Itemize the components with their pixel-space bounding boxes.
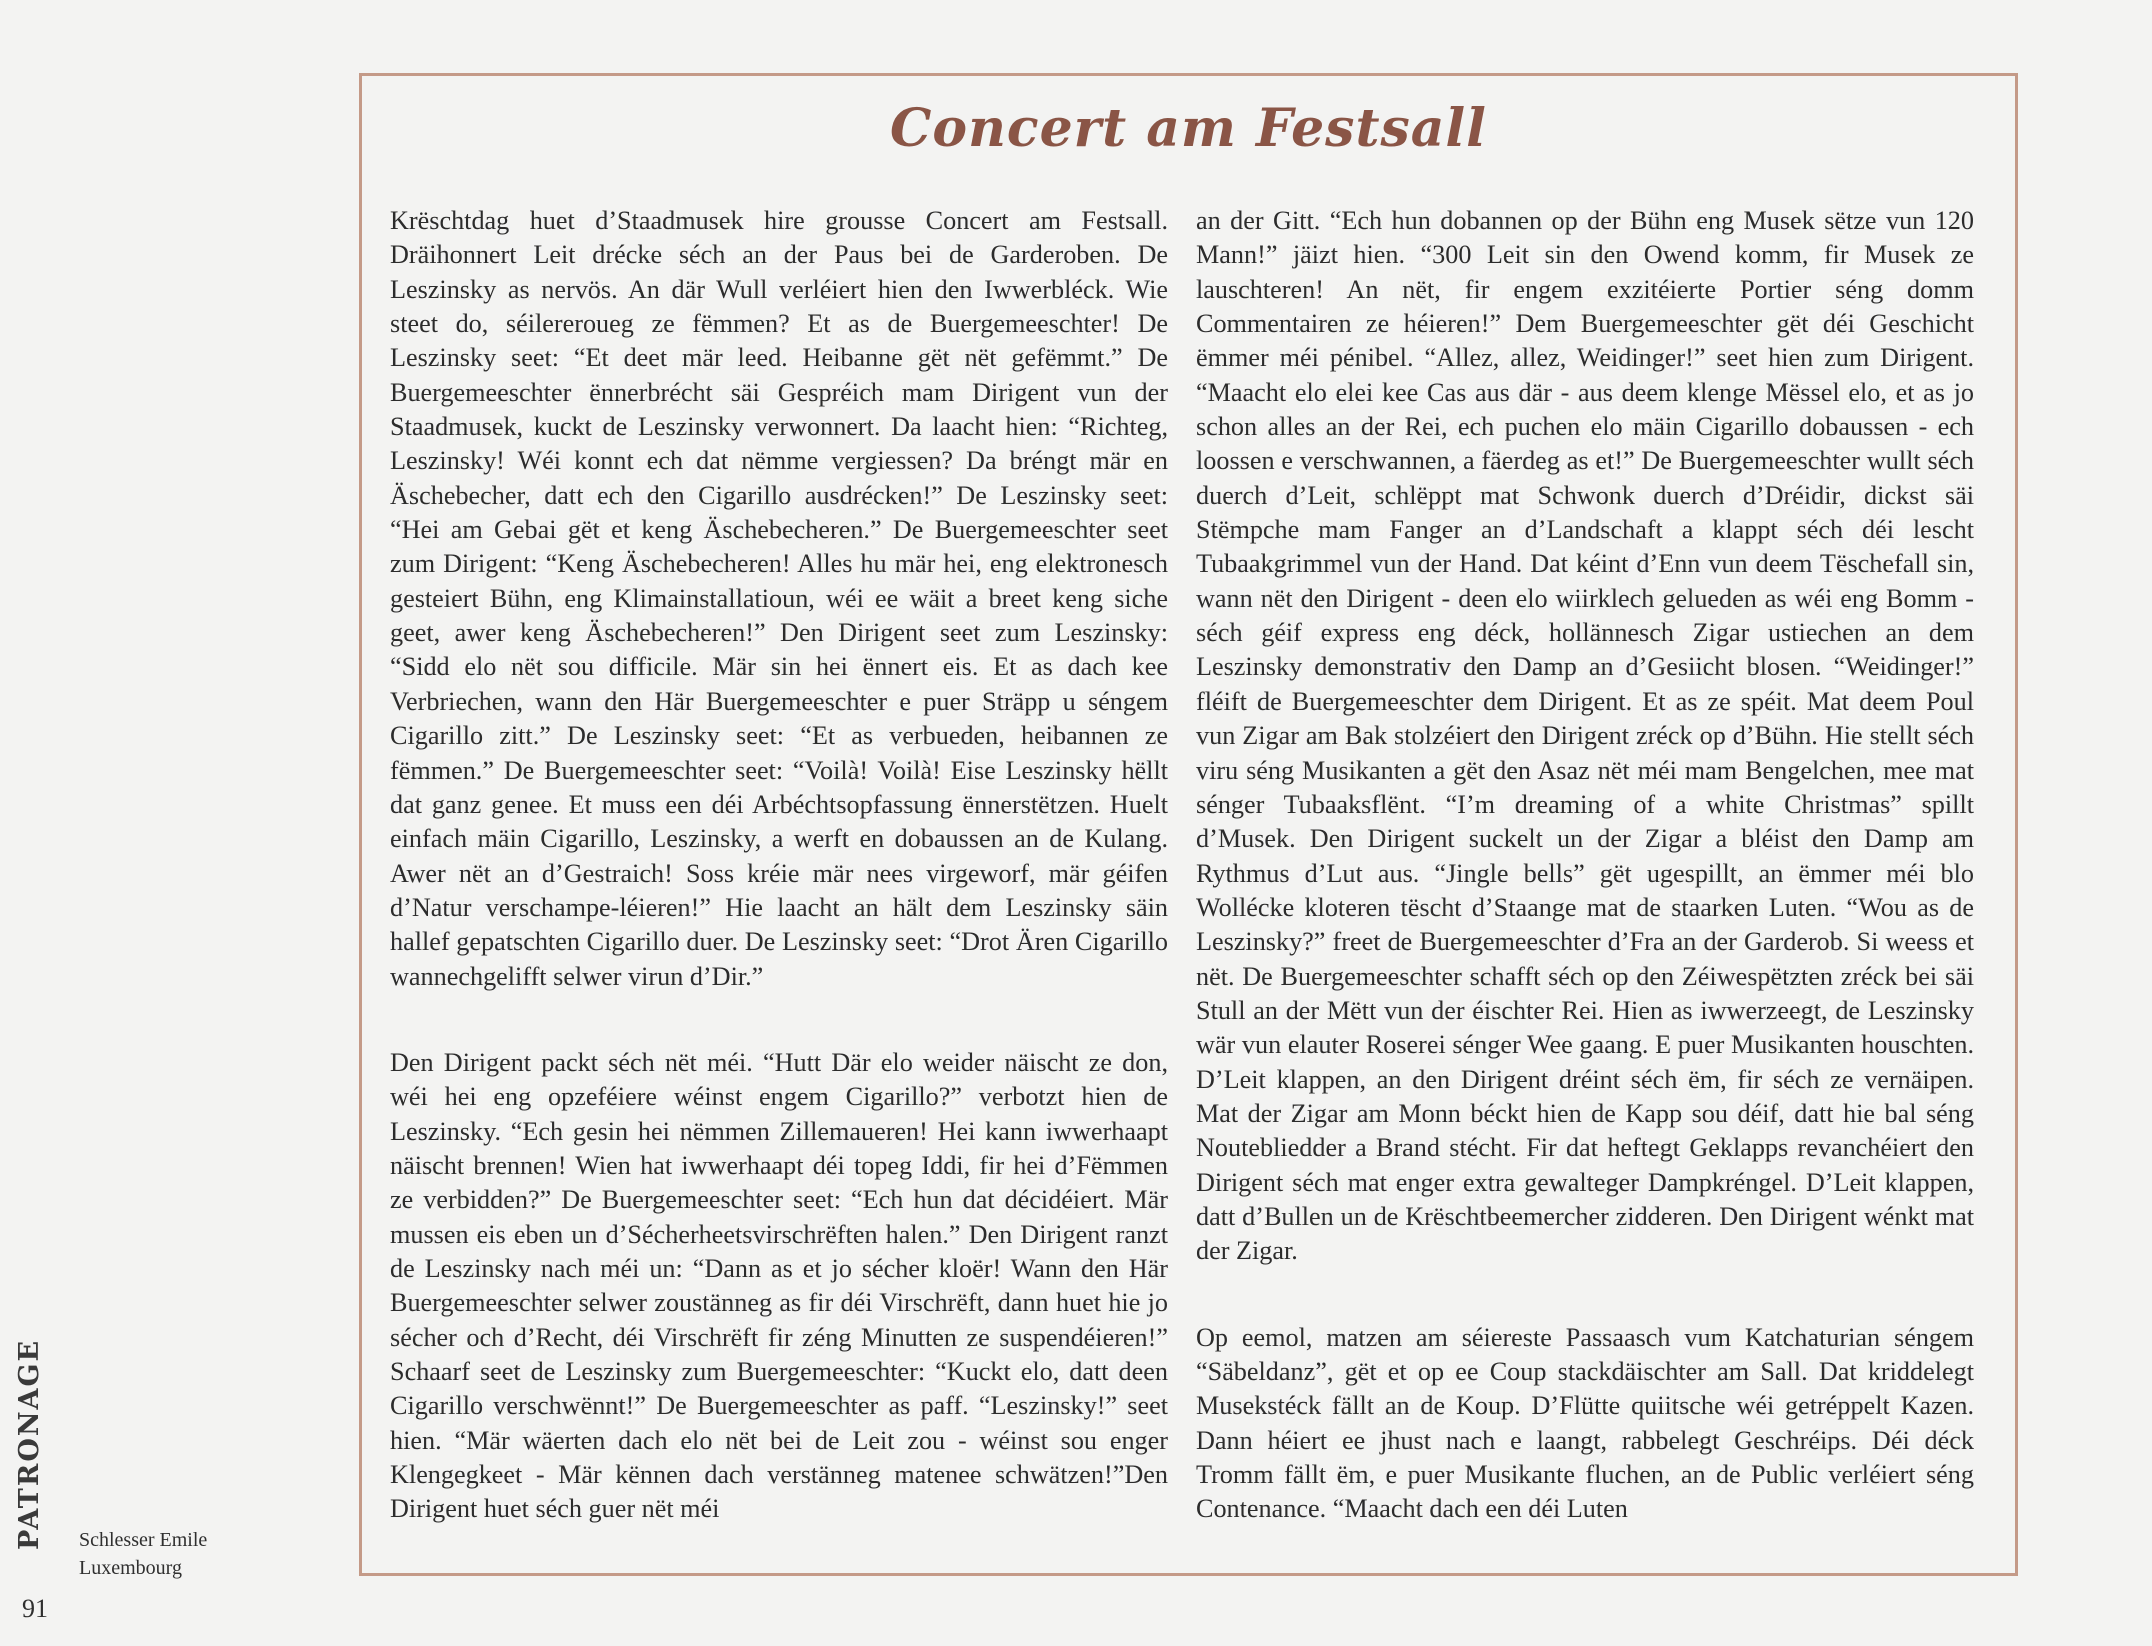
paragraph: Op eemol, matzen am séiereste Passaasch vum Katchaturian séngem “Säbeldanz”, gët et op ee Coup stackdäischter am Sall. Dat kriddelegt Musekstéck fällt an de Koup. D’Flütte quiitsche wéi getréppelt Kazen. Dann héiert ee jhust nach e laangt, rabbelegt Geschréips. Déi déck Tromm fällt ëm, e puer Musikante fluchen, an de Public verléiert séng Contenance. “Maacht dach een déi Luten [1196,1322,1974,1524]
sponsor-block [79,1526,207,1582]
paragraph: Den Dirigent packt séch nët méi. “Hutt Där elo weider näischt ze don, wéi hei eng opzeféiere wéinst engem Cigarillo?” verbotzt hien de Leszinsky. “Ech gesin hei nëmmen Zillemaueren! Hei kann iwwerhaapt näischt brennen! Wien hat iwwerhaapt déi topeg Iddi, fir hei d’Fëmmen ze verbidden?” De Buergemeeschter seet: “Ech hun dat décidéiert. Mär mussen eis eben un d’Sécherheetsvirschrëften halen.” Den Dirigent ranzt de Leszinsky nach méi un: “Dann as et jo sécher kloër! Wann den Här Buergemeeschter selwer zoustänneg as fir déi Virschrëft, dann huet hie jo sécher och d’Recht, déi Virschrëft fir zéng Minutten ze suspendéieren!” Schaarf seet de Leszinsky zum Buergemeeschter: “Kuckt elo, datt deen Cigarillo verschwënnt!” De Buergemeeschter as paff. “Leszinsky!” seet hien. “Mär wäerten dach elo nët bei de Leit zou - wéinst sou enger Klengegkeet - Mär kënnen dach verstänneg matenee schwätzen!”Den Dirigent huet séch guer nët méi [390,1047,1168,1524]
article-frame [359,73,2018,1576]
sponsor-name: Schlesser Emile [79,1529,208,1551]
article-title: Concert am Festsall [890,98,1487,159]
page-number: 91 [22,1594,48,1623]
left-column [390,204,1168,1527]
right-column [1196,204,1974,1527]
section-label: PATRONAGE [14,1338,45,1550]
paragraph: an der Gitt. “Ech hun dobannen op der Bühn eng Musek sëtze vun 120 Mann!” jäizt hien. “300 Leit sin den Owend komm, fir Musek ze lauschteren! An nët, fir engem exzitéierte Portier séng domm Commentairen ze héieren!” Dem Buergemeeschter gët déi Geschicht ëmmer méi pénibel. “Allez, allez, Weidinger!” seet hien zum Dirigent. “Maacht elo elei kee Cas aus där - aus deem klenge Mëssel elo, et as jo schon alles an der Rei, ech puchen elo mäin Cigarillo dobaussen - ech loossen e verschwannen, a fäerdeg as et!” De Buergemeeschter wullt séch duerch d’Leit, schlëppt mat Schwonk duerch d’Dréidir, dickst säi Stëmpche mam Fanger an d’Landschaft a klappt séch déi lescht Tubaakgrimmel vun der Hand. Dat kéint d’Enn vun deem Tëschefall sin, wann nët den Dirigent - deen elo wiirklech gelueden as wéi eng Bomm - séch géif express eng déck, hollännesch Zigar ustiechen an dem Leszinsky demonstrativ den Damp an d’Gesiicht blosen. “Weidinger!” fléift de Buergemeeschter dem Dirigent. Et as ze spéit. Mat deem Poul vun Zigar am Bak stolzéiert den Dirigent zréck op d’Bühn. Hie stellt séch viru séng Musikanten a gët den Asaz nët méi mam Bengelchen, mee mat sénger Tubaaksflënt. “I’m dreaming of a white Christmas” spillt d’Musek. Den Dirigent suckelt un der Zigar a bléist den Damp am Rythmus d’Lut aus. “Jingle bells” gët ugespillt, an ëmmer méi blo Wollécke kloteren tëscht d’Staange mat de staarken Luten. “Wou as de Leszinsky?” freet de Buergemeeschter d’Fra an der Garderob. Si weess et nët. De Buergemeeschter schafft séch op den Zéiwespëtzten zréck bei säi Stull an der Mëtt vun der éischter Rei. Hien as iwwerzeegt, de Leszinsky wär vun elauter Roserei sénger Wee gaang. E puer Musikanten houschten. D’Leit klappen, an den Dirigent dréint séch ëm, fir séch ze vernäipen. Mat der Zigar am Monn béckt hien de Kapp sou déif, datt hie bal séng Noutebliedder a Brand stécht. Fir dat heftegt Geklapps revanchéiert den Dirigent séch mat enger extra gewalteger Dampkréngel. D’Leit klappen, datt d’Bullen un de Krëschtbeemercher zidderen. Den Dirigent wénkt mat der Zigar. [1196,206,1974,1266]
paragraph: Krëschtdag huet d’Staadmusek hire grousse Concert am Festsall. Dräihonnert Leit drécke séch an der Paus bei de Garderoben. De Leszinsky as nervös. An där Wull verléiert hien den Iwwerbléck. Wie steet do, séilereroueg ze fëmmen? Et as de Buergemeeschter! De Leszinsky seet: “Et deet mär leed. Heibanne gët nët gefëmmt.” De Buergemeeschter ënnerbrécht säi Gespréich mam Dirigent vun der Staadmusek, kuckt de Leszinsky verwonnert. Da laacht hien: “Richteg, Leszinsky! Wéi konnt ech dat nëmme vergiessen? Da bréngt mär en Äschebecher, datt ech den Cigarillo ausdrécken!” De Leszinsky seet: “Hei am Gebai gët et keng Äschebecheren.” De Buergemeeschter seet zum Dirigent: “Keng Äschebecheren! Alles hu mär hei, eng elektronesch gesteiert Bühn, eng Klimainstallatioun, wéi ee wäit a breet keng siche geet, awer keng Äschebecheren!” Den Dirigent seet zum Leszinsky: “Sidd elo nët sou difficile. Mär sin hei ënnert eis. Et as dach kee Verbriechen, wann den Här Buergemeeschter e puer Sträpp u séngem Cigarillo zitt.” De Leszinsky seet: “Et as verbueden, heibannen ze fëmmen.” De Buergemeeschter seet: “Voilà! Voilà! Eise Leszinsky hëllt dat ganz genee. Et muss een déi Arbéchtsopfassung ënnerstëtzen. Huelt einfach mäin Cigarillo, Leszinsky, a werft en dobaussen an de Kulang. Awer nët an d’Gestraich! Soss kréie mär nees virgeworf, mär géifen d’Natur verschampe-léieren!” Hie laacht an hält dem Leszinsky säin hallef gepatschten Cigarillo duer. De Leszinsky seet: “Drot Ären Cigarillo wannechgelifft selwer virun d’Dir.” [390,206,1168,991]
sponsor-city: Luxembourg [79,1557,182,1579]
